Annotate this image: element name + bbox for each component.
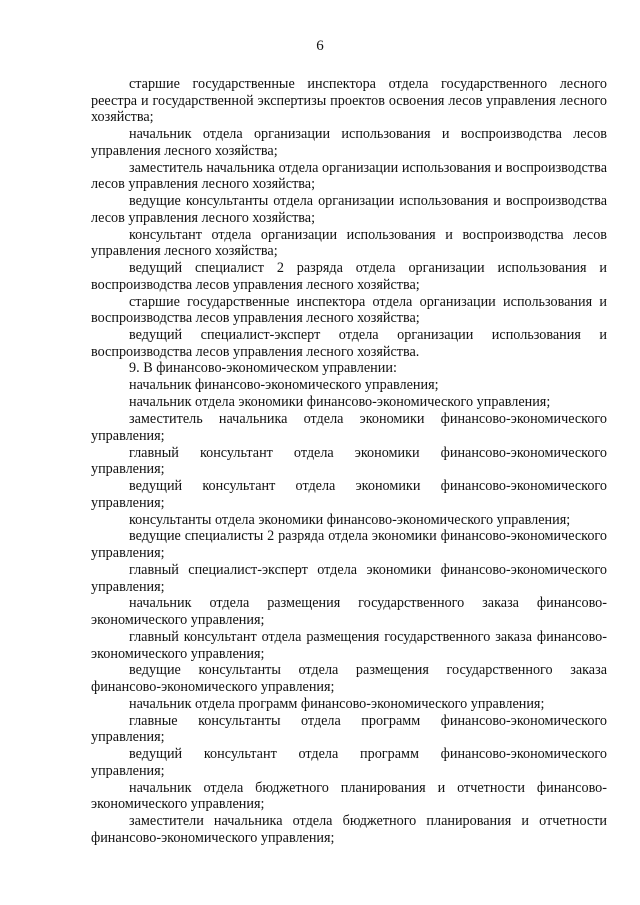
list-item: ведущие специалисты 2 разряда отдела экономики финансово-экономического управления; xyxy=(91,528,607,562)
list-item: консультанты отдела экономики финансово-экономического управления; xyxy=(129,511,571,528)
list-item: главные консультанты отдела программ финансово-экономического управления; xyxy=(91,712,607,746)
list-item: старшие государственные инспектора отдела организации использования и воспроизводства лесов управления лесного хозяйства; xyxy=(91,293,607,327)
list-item: заместители начальника отдела бюджетного планирования и отчетности финансово-экономического управления; xyxy=(91,813,607,846)
list-item: консультант отдела организации использования и воспроизводства лесов управления лесного хозяйства; xyxy=(91,226,607,260)
list-item: главный специалист-эксперт отдела экономики финансово-экономического управления; xyxy=(91,561,607,595)
list-item: заместитель начальника отдела организации использования и воспроизводства лесов управления лесного хозяйства; xyxy=(91,159,607,193)
list-item: начальник отдела организации использования и воспроизводства лесов управления лесного хозяйства; xyxy=(91,126,607,159)
list-item: начальник отдела размещения государственного заказа финансово-экономического управления; xyxy=(91,595,607,629)
list-item: ведущий специалист-эксперт отдела организации использования и воспроизводства лесов управления лесного хозяйства. xyxy=(91,326,607,360)
list-item: ведущий специалист 2 разряда отдела организации использования и воспроизводства лесов управления лесного хозяйства; xyxy=(91,260,607,293)
page-number: 6 xyxy=(316,38,324,54)
list-item: ведущий консультант отдела программ финансово-экономического управления; xyxy=(91,746,607,779)
list-item: ведущие консультанты отдела размещения государственного заказа финансово-экономического управления; xyxy=(91,662,607,696)
list-item: главный консультант отдела экономики финансово-экономического управления; xyxy=(91,444,607,478)
list-item: начальник отдела бюджетного планирования и отчетности финансово-экономического управления; xyxy=(91,779,607,813)
list-item: начальник отдела программ финансово-экономического управления; xyxy=(129,695,545,712)
list-item: ведущие консультанты отдела организации использования и воспроизводства лесов управления лесного хозяйства; xyxy=(91,193,607,226)
document-body xyxy=(91,76,607,847)
list-item: начальник отдела экономики финансово-экономического управления; xyxy=(129,394,551,411)
section-heading: 9. В финансово-экономическом управлении: xyxy=(129,360,397,377)
list-item: главный консультант отдела размещения государственного заказа финансово-экономического управления; xyxy=(91,628,607,662)
list-item: ведущий консультант отдела экономики финансово-экономического управления; xyxy=(91,478,607,511)
list-item: старшие государственные инспектора отдела государственного лесного реестра и государственной экспертизы проектов освоения лесов управления лесного хозяйства; xyxy=(91,76,607,126)
list-item: заместитель начальника отдела экономики финансово-экономического управления; xyxy=(91,411,607,444)
list-item: начальник финансово-экономического управления; xyxy=(129,377,439,394)
